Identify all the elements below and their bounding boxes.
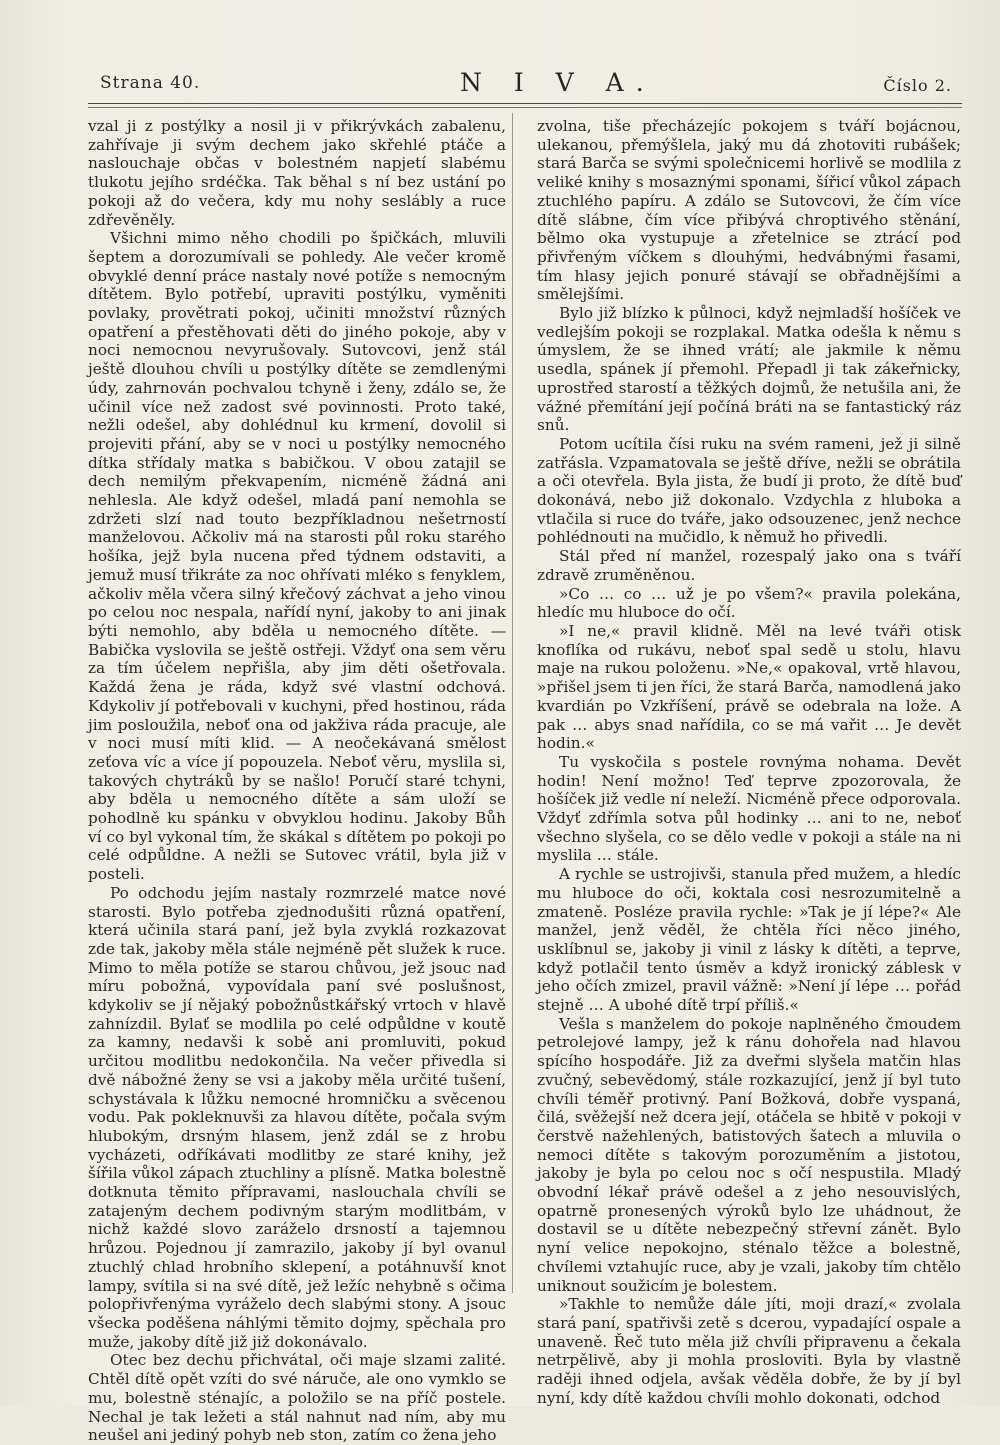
- paragraph: Bylo již blízko k půlnoci, když nejmladší hošíček ve vedlejším pokoji se rozplakal. Matka odešla k němu s úmyslem, že se ihned vrátí; ale jakmile k němu usedla, spánek jí přemohl. Přepadl ji tak zákeřnicky, uprostřed starostí a těžkých dojmů, že netušila ani, že vážné přemítání její počíná bráti na se fantastický ráz snů.: [537, 304, 961, 435]
- page-number: Strana 40.: [100, 73, 201, 93]
- paragraph: Tu vyskočila s postele rovnýma nohama. Devět hodin! Není možno! Teď teprve zpozorovala, že hošíček již vedle ní neleží. Nicméně přece odporovala. Vždyť zdřímla sotva půl hodinky … ani to ne, neboť všechno slyšela, co se dělo vedle v pokoji a stále na ni myslila … stále.: [537, 752, 961, 865]
- header-rule: [88, 103, 962, 104]
- left-column: [88, 117, 506, 1445]
- paragraph: »Takhle to nemůže dále jíti, moji drazí,« zvolala stará paní, spatřivši zetě s dcerou, vypadající ospale a unaveně. Řeč tuto měla již chvíli připravenu a čekala netrpělivě, aby ji mohla prosloviti. Byla by vlastně raději ihned odjela, avšak věděla dobře, že by jí byl nyní, kdy dítě každou chvíli mohlo dokonati, odchod: [537, 1295, 961, 1407]
- paragraph: »Co … co … už je po všem?« pravila polekána, hledíc mu hluboce do očí.: [537, 584, 961, 622]
- header-rule-thin: [88, 107, 962, 108]
- paragraph: »I ne,« pravil klidně. Měl na levé tváři otisk knoflíka od rukávu, neboť spal sedě u stolu, hlavu maje na rukou položenu. »Ne,« opakoval, vrtě hlavou, »přišel jsem ti jen říci, že stará Barča, namodlená jako kvardián po Vzkříšení, právě se odebrala na lože. A pak … abys snad nařídila, co se má vařit … Je devět hodin.«: [537, 621, 961, 753]
- paragraph: A rychle se ustrojivši, stanula před mužem, a hledíc mu hluboce do oči, koktala cosi nesrozumitelně a zmateně. Posléze pravila rychle: »Tak je jí lépe?« Ale manžel, jenž věděl, že chtěla říci něco jiného, usklíbnul se, jakoby ji vinil z lásky k dítěti, a teprve, když potlačil tento úsměv a když ironický záblesk v jeho očích zmizel, pravil vážně: »Není jí lépe … pořád stejně … A ubohé dítě trpí příliš.«: [537, 865, 961, 1015]
- paragraph: Všichni mimo něho chodili po špičkách, mluvili šeptem a dorozumívali se pohledy. Ale večer kromě obvyklé denní práce nastaly nové potíže s nemocným dítětem. Bylo potřebí, upraviti postýlku, vyměniti povlaky, provětrati pokoj, učiniti množství různých opatření a přestěhovati děti do jiného pokoje, aby v noci nemocnou nevyrušovaly. Sutovcovi, jenž stál ještě dlouhou chvíli u postýlky dítěte se zemdlenými údy, zahrnován pochvalou tchyně i ženy, zdálo se, že učinil více než zadost své povinnosti. Proto také, nežli odešel, aby dohlédnul ku krmení, dovolil si projeviti přání, aby se v noci u postýlky nemocného dítka střídaly matka s babičkou. V obou zatajil se dech nemilým překvapením, nicméně žádná ani nehlesla. Ale když odešel, mladá paní nemohla se zdržeti slzí nad touto bezpříkladnou nešetrností manželovou. Ačkoliv má na starosti půl roku starého hošíka, jejž byla nucena před týdnem odstaviti, a jemuž musí třikráte za noc ohřívati mléko s fenyklem, ačkoliv měla včera silný křečový záchvat a jeho vinou po celou noc nespala, nařídí nyní, jakoby to ani jinak býti nemohlo, aby bděla u nemocného dítěte. — Babička vyslovila se ještě ostřeji. Vždyť ona sem věru za tím účelem nepřišla, aby jim děti ošetřovala. Každá žena je ráda, když své vlastní odchová. Kdykoliv jí potřebovali v kuchyni, před hostinou, ráda jim posloužila, neboť ona od jakživa ráda pracuje, ale v noci musí míti klid. — A neočekávaná smělost zeťova víc a více jí popouzela. Neboť věru, myslila si, takových chytráků by se našlo! Poručí staré tchyni, aby bděla u nemocného dítěte a sám uloží se pohodlně ku spánku v obvyklou hodinu. Jakoby Bůh ví co byl vykonal tím, že skákal s dítětem po pokoji po celé odpůldne. A nežli se Sutovec vrátil, byla již v posteli.: [88, 229, 506, 884]
- paragraph: vzal ji z postýlky a nosil ji v přikrývkách zabalenu, zahřívaje ji svým dechem jako skřehlé ptáče a naslouchaje občas v bolestném napjetí slabému tlukotu jejího srdéčka. Tak běhal s ní bez ustání po pokoji až do večera, kdy mu nohy seslábly a ruce zdřevěněly.: [88, 117, 506, 229]
- paragraph: Potom ucítila čísi ruku na svém rameni, jež ji silně zatřásla. Vzpamatovala se ještě dříve, nežli se obrátila a oči otevřela. Byla jista, že budí ji proto, že dítě buď dokonává, nebo již dokonalo. Vzdychla z hluboka a vtlačila si ruce do tváře, jako odsouzenec, jenž nechce pohlédnouti na mučidlo, k němuž ho přivedli.: [537, 434, 961, 547]
- issue-number: Číslo 2.: [883, 76, 952, 95]
- page-header: [100, 68, 962, 96]
- paragraph: Vešla s manželem do pokoje naplněného čmoudem petrolejové lampy, jež k ránu dohořela nad hlavou spícího hospodáře. Již za dveřmi slyšela matčin hlas zvučný, sebevědomý, stále rozkazující, jenž jí byl tuto chvíli téměř protivný. Paní Božková, dobře vyspaná, čilá, svěžejší než dcera její, otáčela se hbitě v pokoji v čerstvě nažehlených, batistových šatech a mluvila o nemoci dítěte s takovým porozuměním a jistotou, jakoby je byla po celou noc s očí nespustila. Mladý obvodní lékař právě odešel a z jeho nesouvislých, opatrně pronesených výroků bylo lze uhádnout, že dostavil se u dítěte nebezpečný střevní zánět. Bylo nyní velice nepokojno, sténalo těžce a bolestně, chvílemi vztahujíc ruce, aby je vzali, jakoby tím chtělo uniknout soužicím je bolestem.: [537, 1014, 961, 1295]
- paragraph: Po odchodu jejím nastaly rozmrzelé matce nové starosti. Bylo potřeba zjednodušiti různá opatření, která učinila stará paní, jež byla zvyklá rozkazovat zde tak, jakoby měla stále nejméně pět služek k ruce. Mimo to měla potíže se starou chůvou, jež jsouc nad míru pobožná, vypovídala paní své poslušnost, kdykoliv se jí nějaký pobožnůstkářský vrtoch v hlavě zahnízdil. Bylať se modlila po celé odpůldne v koutě za kamny, nedavši k sobě ani promluviti, pokud určitou modlitbu nedokončila. Na večer přivedla si dvě nábožné ženy se vsi a jakoby měla určité tušení, schystávala k lůžku nemocné hromničku a svěcenou vodu. Pak pokleknuvši za hlavou dítěte, počala svým hlubokým, drsným hlasem, jenž zdál se z hrobu vycházeti, odříkávati modlitby ze staré knihy, jež šířila vůkol zápach ztuchliny a plísně. Matka bolestně dotknuta těmito přípravami, naslouchala chvíli se zatajeným dechem podivným starým modlitbám, v nichž každé slovo zaráželo drsností a tajemnou hrůzou. Pojednou jí zamrazilo, jakoby jí byl ovanul ztuchlý chlad hrobního sklepení, a potáhnuvší knot lampy, svítila si na své dítě, jež ležíc nehybně s očima polopřivřenýma vyráželo dech slabými stony. A jsouc všecka poděšena náhlými těmito dojmy, spěchala pro muže, jakoby dítě již již dokonávalo.: [88, 883, 506, 1351]
- paragraph: Stál před ní manžel, rozespalý jako ona s tváří zdravě zruměněnou.: [537, 547, 961, 584]
- paragraph: Otec bez dechu přichvátal, oči maje slzami zalité. Chtěl dítě opět vzíti do své náruče, ale ono vymklo se mu, bolestně sténajíc, a položilo se na příč postele. Nechal je tak ležeti a stál nahnut nad ním, aby mu neušel ani jediný pohyb neb ston, zatím co žena jeho: [88, 1351, 506, 1445]
- paragraph: zvolna, tiše přecházejíc pokojem s tváří bojácnou, ulekanou, přemýšlela, jaký mu dá zhotoviti rubášek; stará Barča se svými společnicemi horlivě se modlila z veliké knihy s mosaznými sponami, šířicí vůkol zápach ztuchlého papíru. A zdálo se Sutovcovi, že čím více dítě slábne, čím více přibývá chroptivého stěnání, bělmo oka vystupuje a zřetelnice se ztrácí pod přivřeným víčkem s dlouhými, hedvábnými řasami, tím hlasy jejich ponuré stávají se obřadnějšími a smělejšími.: [537, 117, 961, 304]
- column-divider: [512, 113, 513, 1293]
- periodical-title: N I V A.: [460, 68, 656, 97]
- right-column: [537, 117, 961, 1408]
